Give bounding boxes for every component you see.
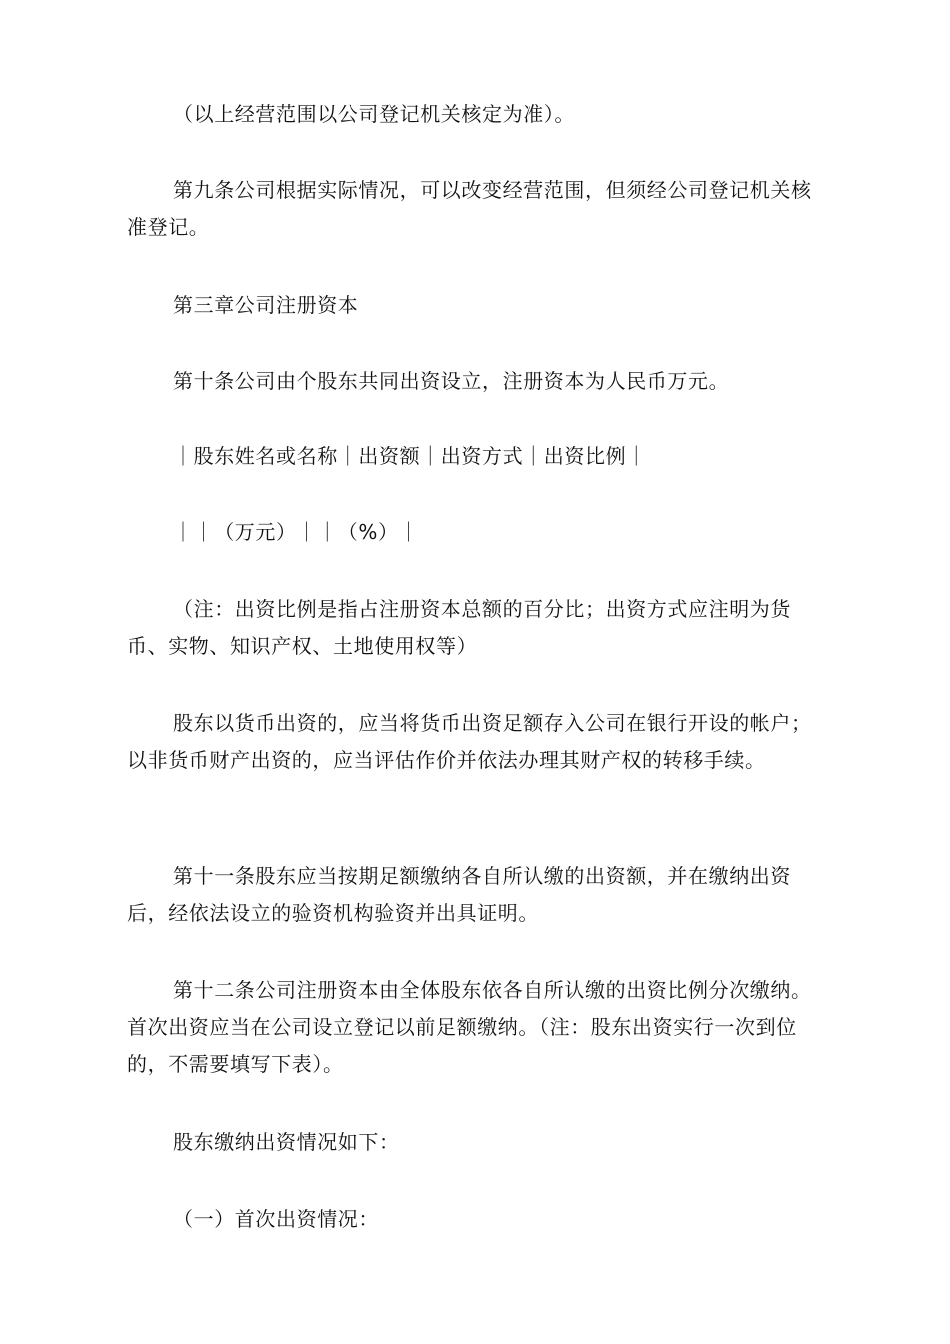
paragraph-monetary-contribution: 股东以货币出资的，应当将货币出资足额存入公司在银行开设的帐户；以非货币财产出资的，应当评估作价并依法办理其财产权的转移手续。 [127, 711, 812, 772]
paragraph-business-scope-note: （以上经营范围以公司登记机关核定为准）。 [173, 102, 575, 126]
paragraph-article-9: 第九条公司根据实际情况，可以改变经营范围，但须经公司登记机关核准登记。 [127, 178, 812, 239]
paragraph-contribution-note: （注：出资比例是指占注册资本总额的百分比；出资方式应注明为货币、实物、知识产权、土地使用权等） [127, 597, 791, 658]
chapter-3-heading: 第三章公司注册资本 [173, 293, 359, 317]
paragraph-article-11: 第十一条股东应当按期足额缴纳各自所认缴的出资额，并在缴纳出资后，经依法设立的验资机构验资并出具证明。 [127, 864, 791, 925]
table-header-row: ｜股东姓名或名称｜出资额｜出资方式｜出资比例｜ [173, 444, 647, 468]
table-units-row: ｜｜（万元）｜｜（%）｜ [173, 520, 420, 544]
paragraph-first-contribution: （一）首次出资情况： [173, 1207, 379, 1231]
paragraph-article-10: 第十条公司由个股东共同出资设立，注册资本为人民币万元。 [173, 369, 730, 393]
paragraph-contribution-status: 股东缴纳出资情况如下： [173, 1130, 400, 1154]
paragraph-article-12: 第十二条公司注册资本由全体股东依各自所认缴的出资比例分次缴纳。首次出资应当在公司设立登记以前足额缴纳。（注：股东出资实行一次到位的，不需要填写下表）。 [127, 978, 812, 1076]
